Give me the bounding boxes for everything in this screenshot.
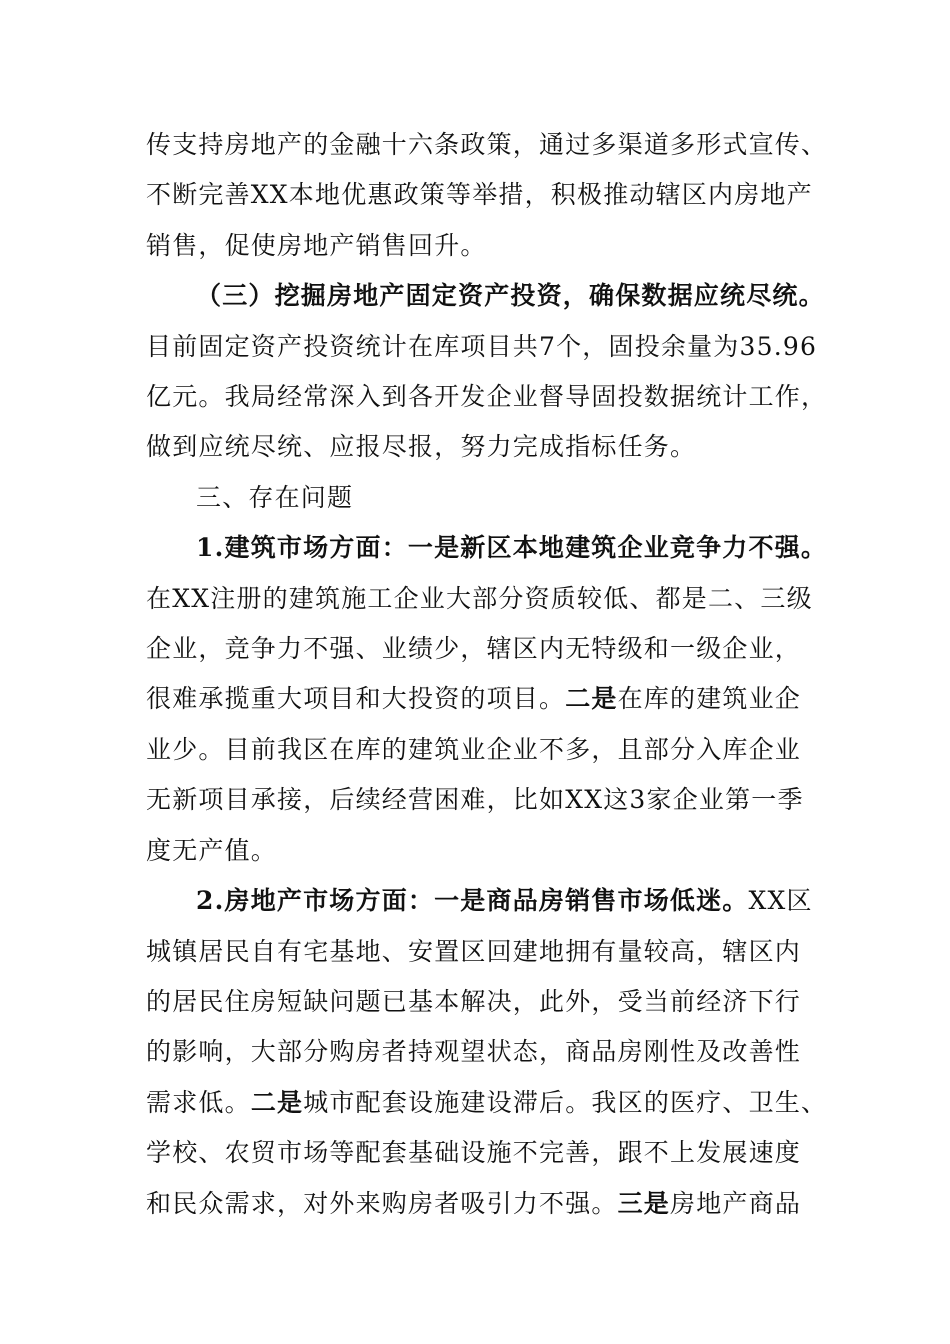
paragraph-heading: 1.建筑市场方面：一是新区本地建筑企业竞争力不强。 [196,533,828,563]
text-line [146,876,813,926]
text-run: XX区 [748,886,813,916]
text-line: 企业，竞争力不强、业绩少，辖区内无特级和一级企业， [146,634,802,664]
text-line: 业少。目前我区在库的建筑业企业不多，且部分入库企业 [146,734,802,764]
text-line: 亿元。我局经常深入到各开发企业督导固投数据统计工作， [146,382,828,412]
paragraph-fixed-asset-investment [146,271,828,473]
text-line: 目前固定资产投资统计在库项目共7个，固投余量为35.96 [146,331,818,361]
emphasis-run: 二是 [250,1087,304,1117]
paragraph-real-estate-market [146,876,828,1229]
text-run: 在库的建筑业企 [617,684,802,714]
text-run: 需求低。 [146,1087,251,1117]
paragraph-policy-promotion [146,120,828,271]
paragraph-heading: 2.房地产市场方面：一是商品房销售市场低迷。 [196,886,749,916]
text-line [146,674,806,724]
text-run: 和民众需求，对外来购房者吸引力不强。 [146,1188,618,1218]
emphasis-run: 三是 [617,1188,671,1218]
section-heading-problems [146,473,806,523]
text-line: 的居民住房短缺问题已基本解决，此外，受当前经济下行 [146,986,802,1016]
paragraph-construction-market [146,523,828,876]
text-line: 无新项目承接，后续经营困难，比如XX这3家企业第一季 [146,785,804,815]
text-line: 传支持房地产的金融十六条政策，通过多渠道多形式宣传、 [146,130,828,159]
text-run: 城市配套设施建设滞后。我区的医疗、卫生、 [303,1087,828,1117]
text-line: 做到应统尽统、应报尽报，努力完成指标任务。 [146,432,697,462]
text-line: 不断完善XX本地优惠政策等举措，积极推动辖区内房地产 [146,180,813,210]
text-line: 在XX注册的建筑施工企业大部分资质较低、都是二、三级 [146,583,813,613]
paragraph-heading: （三）挖掘房地产固定资产投资，确保数据应统尽统。 [196,281,825,311]
document-body [146,120,828,1229]
text-line: 的影响，大部分购房者持观望状态，商品房刚性及改善性 [146,1037,802,1067]
text-run: 很难承揽重大项目和大投资的项目。 [146,684,566,714]
text-line: 城镇居民自有宅基地、安置区回建地拥有量较高，辖区内 [146,936,802,966]
text-line: 学校、农贸市场等配套基础设施不完善，跟不上发展速度 [146,1138,802,1168]
text-line: 度无产值。 [146,835,278,865]
emphasis-run: 二是 [565,684,618,714]
text-line [146,1078,828,1128]
section-title: 三、存在问题 [196,482,354,512]
text-line: 销售，促使房地产销售回升。 [146,230,487,260]
text-run: 房地产商品 [670,1188,802,1218]
text-line [146,1179,806,1229]
